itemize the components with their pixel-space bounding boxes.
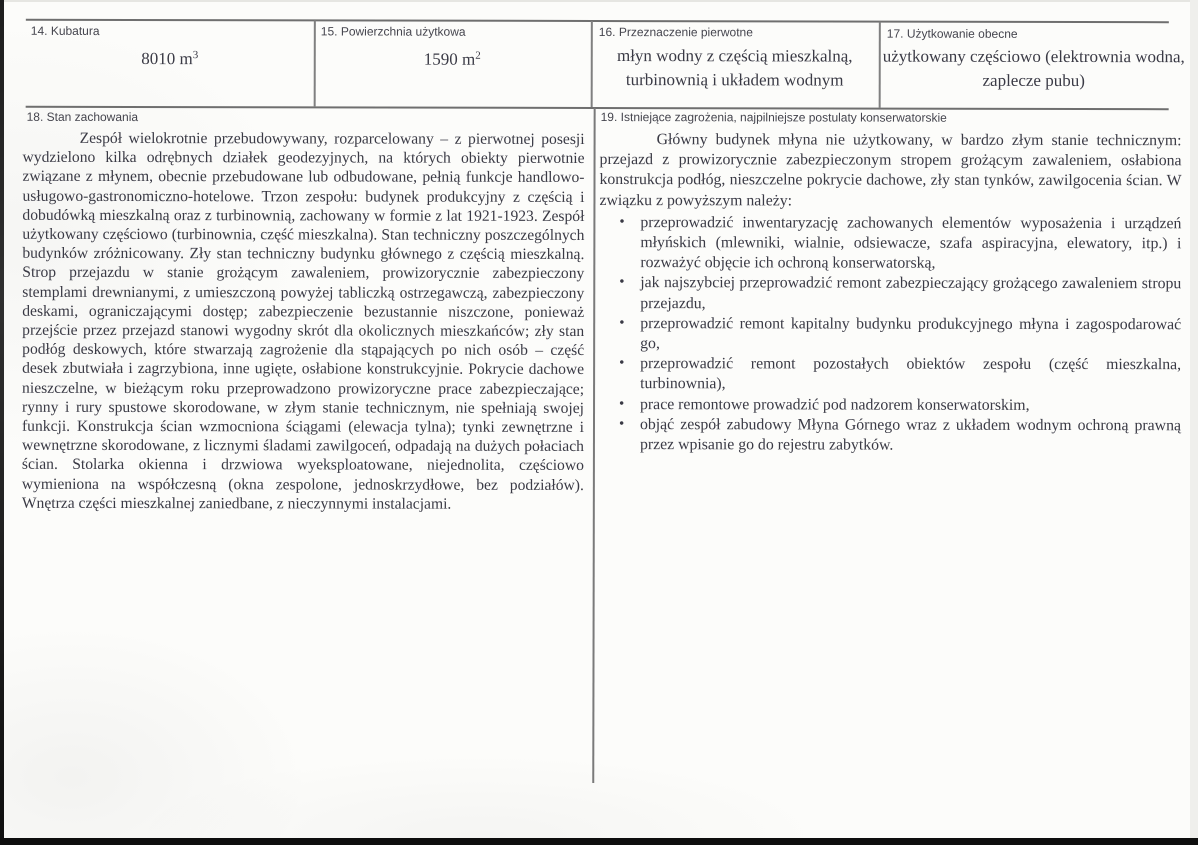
section-18-label: 18. Stan zachowania [26,109,139,125]
bullet-icon: • [618,415,625,432]
bullet-icon: • [619,274,625,291]
postulate-item [599,395,1181,416]
postulate-item [599,314,1181,356]
column-divider-18-19 [592,108,595,783]
bullet-icon: • [619,314,625,331]
postulate-text: przeprowadzić remont pozostałych obiektów zespołu (część mieszkalna, turbinownia), [640,355,1182,393]
postulate-text: jak najszybciej przeprowadzić remont zabezpieczający grożącego zawaleniem stropu przejazdu, [640,274,1182,312]
field-17-label: 17. Użytkowanie obecne [886,26,1018,41]
field-15-value-exponent: 2 [475,49,481,62]
field-14-label: 14. Kubatura [30,23,100,38]
bullet-icon: • [619,213,625,230]
scan-edge-right [1190,0,1198,845]
bullet-icon: • [619,355,625,372]
scan-edge-bottom [0,838,1198,845]
field-15-label: 15. Powierzchnia użytkowa [320,24,466,39]
postulate-item [599,273,1181,315]
postulate-text: objąć zespół zabudowy Młyna Górnego wraz z układem wodnym ochroną prawną przez wpisanie go do rejestru zabytków. [639,415,1182,454]
postulate-item [599,213,1181,275]
postulate-item [599,415,1181,457]
section-18-text: Zespół wielokrotnie przebudowywany, rozparcelowany – z pierwotnej posesji wydzielono kilka odrębnych działek geodezyjnych, na których obiekty pierwotnie związane z młynem, obecnie przebudowane lub odbudowane, pełnią funkcje handlowo-usługowo-gastronomiczno-hotelowe. Trzon zespołu: budynek produkcyjny z częścią i dobudówką mieszkalną oraz z turbinownią, zachowany w formie z lat 1921-1923. Zespół użytkowany częściowo (turbinownia, część mieszkalna). Stan techniczny poszczególnych budynków zróżnicowany. Zły stan techniczny budynku głównego z częścią mieszkalną. Strop przejazdu w stanie grożącym zawaleniem, prowizorycznie zabezpieczony stemplami drewnianymi, z umieszczoną powyżej tabliczką ostrzegawczą, zabezpieczony deskami, ograniczającymi dostęp; zabezpieczenie bezustannie niszczone, ponieważ przejście przez przejazd stanowi wygodny skrót dla okolicznych mieszkańców; zły stan podłóg deskowych, które stwarzają zagrożenie dla stąpających po nich osób – część desek zbutwiała i zagrzybiona, inne ugięte, osłabione konstrukcyjnie. Pokrycie dachowe nieszczelne, w bieżącym roku przeprowadzono prowizoryczne prace zabezpieczające; rynny i rury spustowe skorodowane, w złym stanie technicznym, nie spełniają swojej funkcji. Konstrukcja ścian wzmocniona ściągami (elewacja tylna); tynki zewnętrzne i wewnętrzne skorodowane, z licznymi śladami zawilgoceń, odpadają na dużych połaciach ścian. Stolarka okienna i drzwiowa wyeksploatowane, niejednolita, częściowo wymieniona na współczesną (okna zespolone, jednoskrzydłowe, bez podziałów). Wnętrza części mieszkalnej zaniedbane, z nieczynnymi instalacjami. [21,129,585,513]
postulate-text: prace remontowe prowadzić pod nadzorem konserwatorskim, [640,395,1030,414]
cell-divider-15-16 [591,21,593,107]
field-17-value: użytkowany częściowo (elektrownia wodna, zaplecze pubu) [882,46,1185,91]
postulate-text: przeprowadzić remont kapitalny budynku produkcyjnego młyna i zagospodarować go, [640,314,1182,353]
row-divider [26,106,1169,110]
section-19-zagrozenia-postulaty [599,130,1182,456]
field-16-label: 16. Przeznaczenie pierwotne [598,24,753,40]
postulate-item [599,354,1181,396]
field-14-value [26,43,314,72]
table-top-border [26,19,1169,23]
section-19-label: 19. Istniejące zagrożenia, najpilniejsze postulaty konserwatorskie [600,110,947,125]
section-19-intro: Główny budynek młyna nie użytkowany, w bardzo złym stanie technicznym: przejazd z prowizorycznie zabezpieczonym stropem grożącym zawaleniem, osłabiona konstrukcja podłóg, nieszczelne pokrycie dachowe, zły stan tynków, zawilgocenia ścian. W związku z powyższym należy: [599,131,1182,210]
field-14-value-exponent: 3 [192,49,199,62]
field-15-value-text: 1590 m [423,49,476,69]
field-16-value: młyn wodny z częścią mieszkalną, turbinownią i układem wodnym [616,46,853,90]
postulate-list [599,213,1182,457]
scan-edge-left [0,0,4,845]
scan-edge-top [0,0,1198,2]
bullet-icon: • [619,395,625,412]
postulate-text: przeprowadzić inwentaryzację zachowanych elementów wyposażenia i urządzeń młyńskich (mlewniki, wialnie, odsiewacze, szafa aspiracyjna, elewatory, itp.) i rozważyć objęcie ich ochroną konserwatorską, [640,213,1182,272]
field-14-value-text: 8010 m [141,49,193,69]
field-15-value [314,43,591,72]
